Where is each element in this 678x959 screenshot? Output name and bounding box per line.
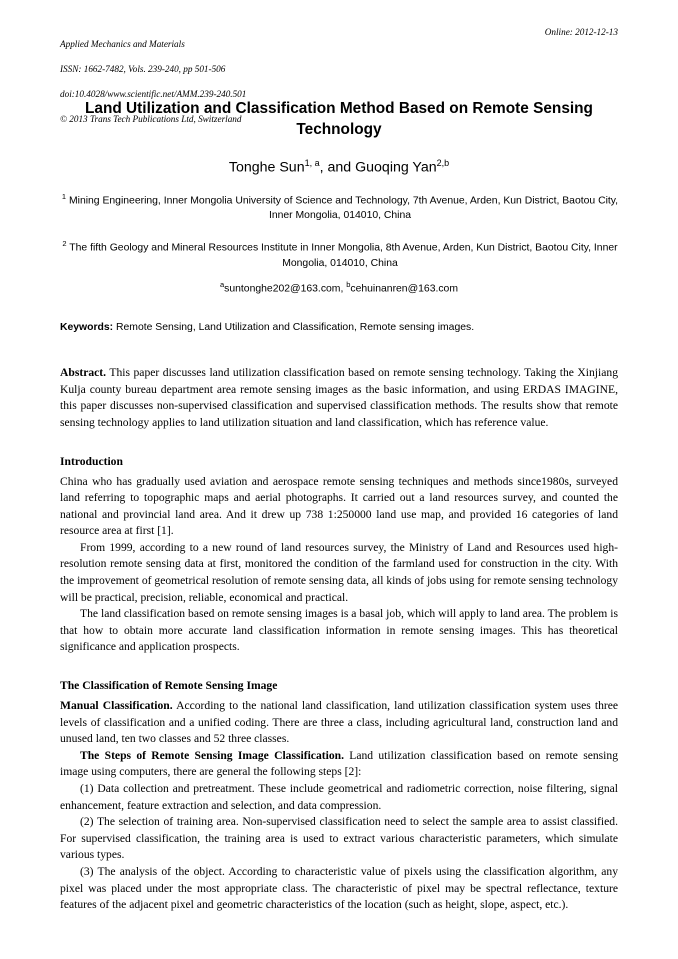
- step-item-3: (3) The analysis of the object. According to characteristic value of pixels using the classification algorithm, any pixel was placed under the most appropriate class. The characteristic of pixel may be spectral reflectance, texture features of the adjacent pixel and geometric characteristics of the location (such as height, slope, aspect, etc.).: [60, 864, 618, 912]
- steps-label: The Steps of Remote Sensing Image Classification.: [80, 748, 344, 762]
- manual-classification-label: Manual Classification.: [60, 699, 173, 713]
- affiliation-one-marker: 1: [61, 191, 67, 201]
- step-item-1: (1) Data collection and pretreatment. These include geometrical and radiometric correction, noise filtering, signal enhancement, feature extraction and selection, and data compression.: [60, 782, 618, 812]
- author-list: [60, 158, 618, 176]
- intro-paragraph-2: From 1999, according to a new round of land resources survey, the Ministry of Land and Resources used high-resolution remote sensing data at first, monitored the condition of the farmland used for construction in the city. With the improvement of geometrical resolution of remote sensing data, all kinds of jobs using for remote sensing technology will be practical, precision, reliable, economical and practical.: [60, 540, 618, 604]
- author-one-name: Tonghe Sun: [228, 159, 305, 176]
- affiliation-two-marker: 2: [62, 239, 67, 249]
- steps-paragraph: [60, 748, 618, 781]
- email-two[interactable]: cehuinanren@163.com: [350, 283, 458, 295]
- author-one-affil-marker: 1, a: [304, 158, 320, 168]
- author-two-affil-marker: 2,b: [436, 158, 450, 168]
- intro-paragraph-1: China who has gradually used aviation and aerospace remote sensing techniques and methods since1980s, surveyed land referring to topographic maps and aerial photographs. It carried out a land resources survey, and counted the national and provincial land area. And it drew up 738 1:250000 land use map, and provided 16 categories of land resource area at first [1].: [60, 474, 618, 538]
- copyright-line: © 2013 Trans Tech Publications Ltd, Switzerland: [60, 113, 242, 124]
- page-title: Land Utilization and Classification Method Based on Remote Sensing Technology: [85, 100, 593, 138]
- steps-text: Land utilization classification based on remote sensing image using computers, there are general the following steps [2]:: [60, 748, 618, 779]
- affiliation-one-text: Mining Engineering, Inner Mongolia University of Science and Technology, 7th Avenue, Arden, Kun District, Baotou City, Inner Mongolia, 014010, China: [66, 195, 619, 222]
- issn-line: ISSN: 1662-7482, Vols. 239-240, pp 501-506: [60, 64, 226, 75]
- email-two-marker: b: [346, 279, 351, 289]
- section-heading-classification: The Classification of Remote Sensing Image: [60, 679, 278, 693]
- manual-classification-text: According to the national land classification, land utilization classification system uses three levels of classification and a unified coding. There are three a class, including agricultural land, construction land and unused land, ten two classes and 52 three classes.: [60, 699, 619, 746]
- intro-paragraph-3: The land classification based on remote sensing images is a basal job, which will apply to land area. The problem is that how to obtain more accurate land classification information in remote sensing images. This has theoretical significance and application prospects.: [60, 607, 618, 654]
- affiliation-one: [60, 189, 620, 223]
- online-date: Online: 2012-12-13: [544, 27, 618, 37]
- keywords-value: Remote Sensing, Land Utilization and Classification, Remote sensing images.: [113, 322, 475, 334]
- abstract-text: This paper discusses land utilization classification based on remote sensing technology. Taking the Xinjiang Kulja county bureau department area remote sensing images as the basic information, and using ERDAS IMAGINE, this paper discusses non-supervised classification and supervised classification methods. The results show that remote sensing technology applies to land utilization situation and land classification, which has reference value.: [60, 366, 618, 429]
- section-heading-introduction: Introduction: [60, 454, 123, 468]
- author-emails: [60, 280, 618, 294]
- abstract-block: [60, 365, 618, 431]
- author-two-name: Guoqing Yan: [355, 159, 437, 176]
- journal-name: Applied Mechanics and Materials: [60, 39, 185, 50]
- step-item-2: (2) The selection of training area. Non-supervised classification need to select the sample area to assist classified. For supervised classification, the training area is used to extract various characteristic parameters, which simulate various types.: [60, 815, 618, 862]
- author-conjunction: , and: [319, 159, 356, 176]
- email-one-marker: a: [220, 279, 225, 289]
- email-one[interactable]: suntonghe202@163.com,: [224, 283, 347, 295]
- manual-classification-paragraph: [60, 698, 618, 748]
- doi-line: doi:10.4028/www.scientific.net/AMM.239-240.501: [60, 89, 247, 100]
- abstract-label: Abstract.: [60, 366, 107, 380]
- header-left-block: [60, 26, 246, 138]
- affiliation-two-text: The fifth Geology and Mineral Resources Institute in Inner Mongolia, 8th Avenue, Arden, Kun District, Baotou City, Inner Mongolia, 014010, China: [66, 242, 618, 269]
- keywords-line: [60, 320, 618, 335]
- affiliation-two: [60, 236, 620, 270]
- keywords-label: Keywords:: [60, 322, 114, 334]
